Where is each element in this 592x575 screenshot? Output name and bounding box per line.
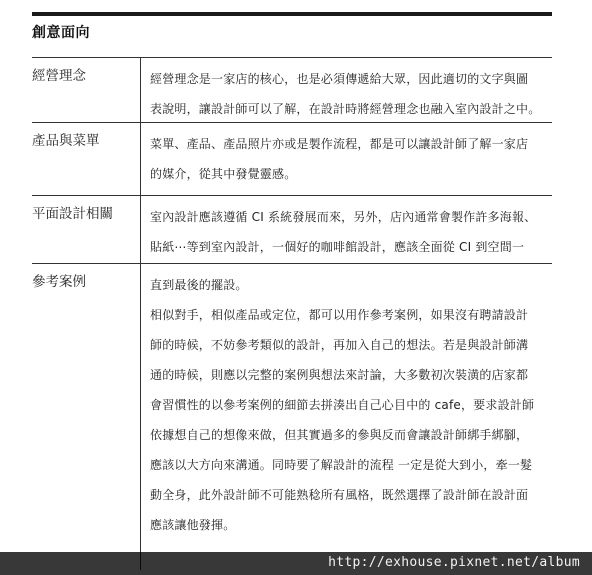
text-line: 應該讓他發揮。 xyxy=(150,518,236,532)
text-line: 表說明，讓設計師可以了解，在設計時將經營理念也融入室內設計之中。 xyxy=(150,102,541,116)
row-label: 平面設計相關 xyxy=(32,206,113,222)
text-line: 的媒介，從其中發覺靈感。 xyxy=(150,167,297,181)
content-table xyxy=(32,57,552,570)
text-line: 依據想自己的想像來做，但其實過多的參與反而會讓設計師綁手綁腳， xyxy=(150,428,529,442)
text-line: 會習慣性的以參考案例的細節去拼湊出自己心目中的 cafe，要求設計師 xyxy=(150,398,535,412)
table-row xyxy=(32,122,552,195)
text-line: 應該以大方向來溝通。同時要了解設計的流程 一定是從大到小，牽一髮 xyxy=(150,458,533,472)
text-line: 相似對手，相似產品或定位，都可以用作參考案例，如果沒有聘請設計 xyxy=(150,308,529,322)
table-row xyxy=(32,263,552,570)
text-line: 菜單、產品、產品照片亦或是製作流程，都是可以讓設計師了解一家店 xyxy=(150,137,529,151)
text-line: 室內設計應該遵循 CI 系統發展而來，另外，店內通常會製作許多海報、 xyxy=(150,210,537,224)
row-text xyxy=(140,196,552,263)
row-text xyxy=(140,123,552,195)
row-text xyxy=(140,264,552,570)
text-line: 經營理念是一家店的核心，也是必須傳遞給大眾，因此適切的文字與圖 xyxy=(150,72,529,86)
section-title: 創意面向 xyxy=(32,25,90,41)
row-label: 產品與菜單 xyxy=(32,133,100,149)
text-line: 貼紙⋯等到室內設計，一個好的咖啡館設計，應該全面從 CI 到空間一 xyxy=(150,240,525,254)
text-line: 通的時候，則應以完整的案例與想法來討論，大多數初次裝潢的店家都 xyxy=(150,368,529,382)
row-text xyxy=(140,58,552,122)
watermark-bar xyxy=(0,552,592,575)
table-row xyxy=(32,195,552,263)
table-row xyxy=(32,57,552,122)
text-line: 師的時候，不妨參考類似的設計，再加入自己的想法。若是與設計師溝 xyxy=(150,338,529,352)
watermark-url: http://exhouse.pixnet.net/album xyxy=(328,555,580,570)
text-line: 動全身，此外設計師不可能熟稔所有風格，既然選擇了設計師在設計面 xyxy=(150,488,529,502)
top-rule xyxy=(32,12,552,16)
row-label: 參考案例 xyxy=(32,274,86,290)
text-line: 直到最後的擺設。 xyxy=(150,278,248,292)
row-label: 經營理念 xyxy=(32,68,86,84)
